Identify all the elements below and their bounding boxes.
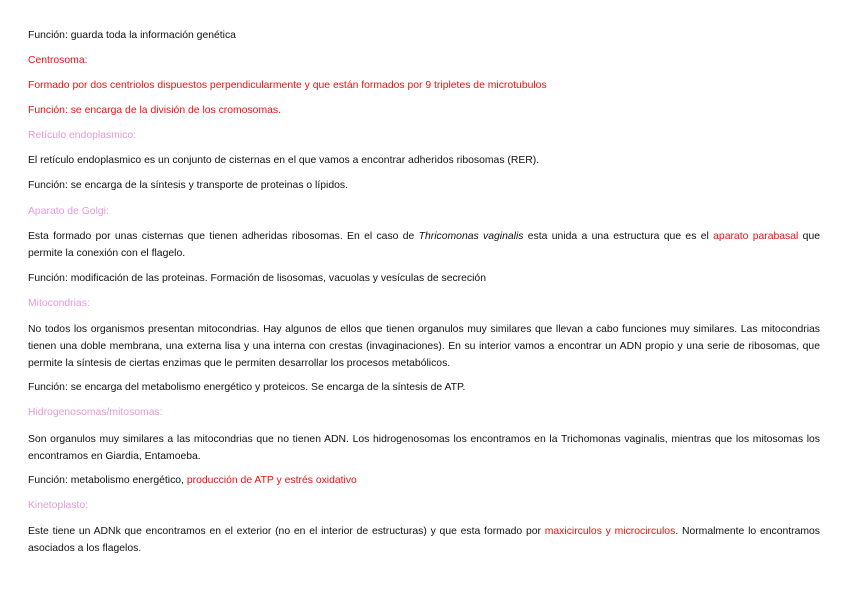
hidrogenosomas-title: Hidrogenosomas/mitosomas: [28,407,163,418]
mitocondrias-title: Mitocondrias: [28,298,90,309]
mitocondrias-funcion: Función: se encarga del metabolismo energético y proteicos. Se encarga de la síntesis de ATP. [28,382,466,393]
golgi-desc-b: esta unida a una estructura que es el [523,231,714,242]
reticulo-title: Retículo endoplasmico: [28,130,137,141]
kinetoplasto-highlight: maxicirculos y microcirculos [544,526,676,537]
golgi-title: Aparato de Golgi: [28,206,109,217]
hidrogenosomas-desc: Son organulos muy similares a las mitocondrias que no tienen ADN. Los hidrogenosomas los encontramos en la Trichomonas vaginalis, mientras que los mitosomas los encontramos en Giardia, Entamoeba. [28,434,820,462]
hidrogenosomas-funcion-a: Función: metabolismo energético, [28,475,187,486]
hidrogenosomas-funcion [28,473,357,488]
golgi-highlight: aparato parabasal [713,231,799,242]
centrosoma-title: Centrosoma: [28,55,88,66]
mitocondrias-desc: No todos los organismos presentan mitocondrias. Hay algunos de ellos que tienen organulos muy similares que llevan a cabo funciones muy similares. Las mitocondrias tienen una doble membrana, una externa lisa y una interna con crestas (invaginaciones). En su interior vamos a encontrar un ADN propio y una serie de ribosomas, que permite la síntesis de ciertas enzimas que le permiten desarrollar los procesos metabólicos. [28,324,820,369]
kinetoplasto-title: Kinetoplasto: [28,500,89,511]
golgi-desc [28,228,820,262]
nucleo-funcion: Función: guarda toda la información genética [28,30,236,41]
golgi-species: Thricomonas vaginalis [418,231,524,242]
hidrogenosomas-funcion-highlight: producción de ATP y estrés oxidativo [186,475,357,486]
centrosoma-funcion: Función: se encarga de la división de los cromosomas. [28,105,281,116]
golgi-funcion: Función: modificación de las proteinas. Formación de lisosomas, vacuolas y vesículas de secreción [28,273,486,284]
kinetoplasto-desc-b: . Normalmente lo encontramos asociados a los flagelos. [28,526,821,554]
reticulo-desc: El retículo endoplasmico es un conjunto de cisternas en el que vamos a encontrar adheridos ribosomas (RER). [28,155,540,166]
golgi-desc-c: que permite la conexión con el flagelo. [28,231,821,259]
kinetoplasto-desc [28,523,820,557]
golgi-desc-a: Esta formado por unas cisternas que tienen adheridas ribosomas. En el caso de [28,231,419,242]
centrosoma-desc: Formado por dos centriolos dispuestos perpendicularmente y que están formados por 9 tripletes de microtubulos [28,80,547,91]
reticulo-funcion: Función: se encarga de la síntesis y transporte de proteinas o lípidos. [28,180,348,191]
kinetoplasto-desc-a: Este tiene un ADNk que encontramos en el exterior (no en el interior de estructuras) y que esta formado por [28,526,545,537]
